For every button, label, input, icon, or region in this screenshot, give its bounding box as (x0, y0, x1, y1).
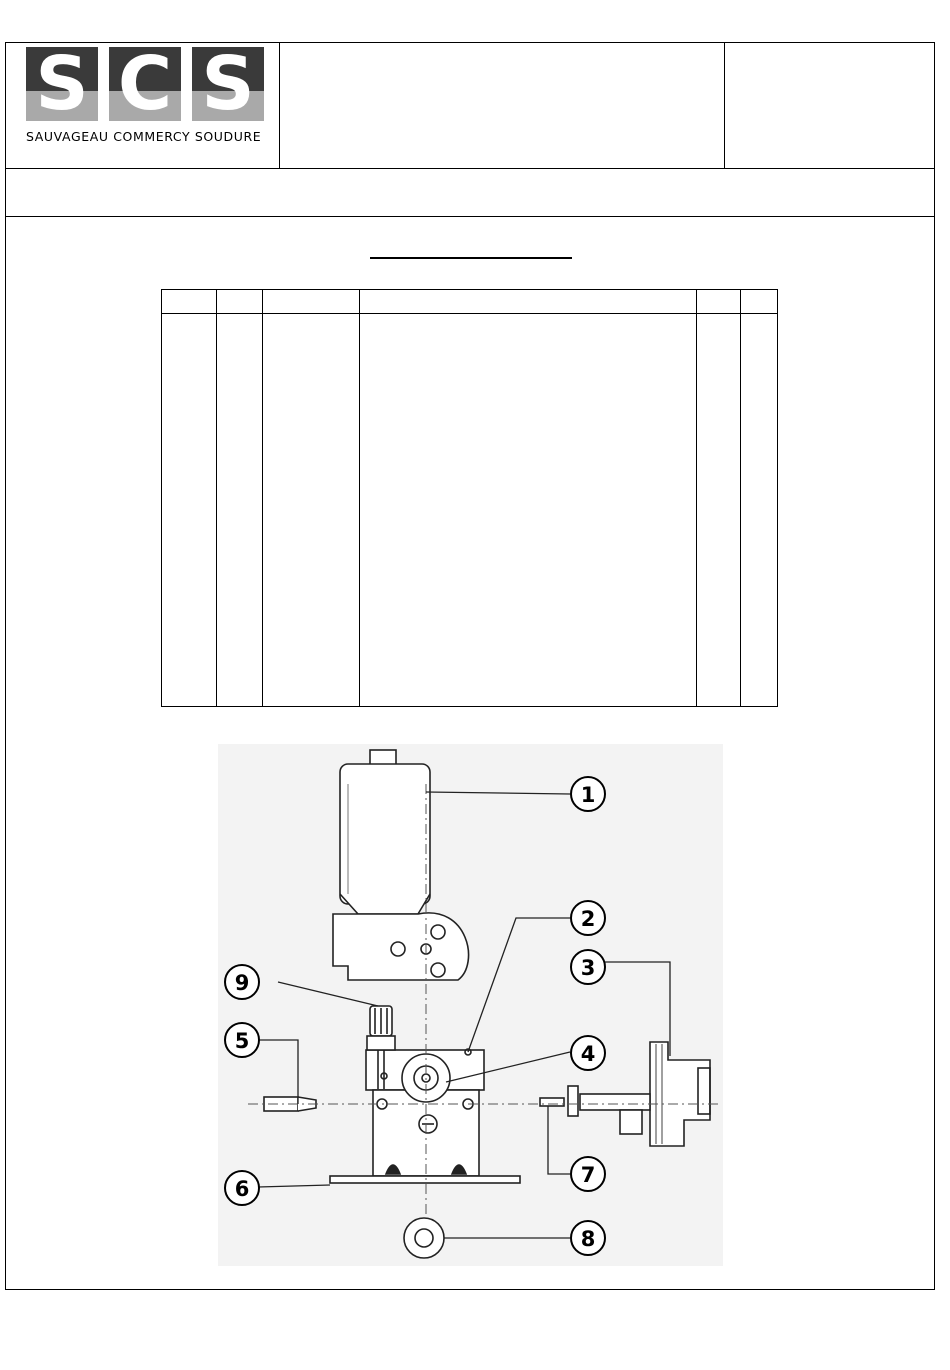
header-col-divider-2 (724, 43, 725, 168)
table-cell (263, 314, 360, 707)
callout-3 (571, 950, 605, 984)
svg-text:5: 5 (234, 1029, 250, 1053)
gearbox-part (333, 913, 469, 980)
svg-text:6: 6 (234, 1177, 250, 1201)
table-cell (217, 314, 263, 707)
motor-part (340, 750, 430, 914)
roller-part (404, 1218, 444, 1258)
svg-text:2: 2 (580, 907, 596, 931)
callout-6 (225, 1171, 259, 1205)
logo-letter: S (201, 47, 255, 121)
table-header-cell (217, 290, 263, 314)
logo-letter: C (117, 47, 173, 121)
table-cell (360, 314, 697, 707)
table-cell (697, 314, 741, 707)
callout-8 (571, 1221, 605, 1255)
table-header-cell (263, 290, 360, 314)
logo-block-s2 (192, 47, 264, 121)
table-header-cell (360, 290, 697, 314)
callout-9 (225, 965, 259, 999)
logo-block-s1 (26, 47, 98, 121)
table-header-cell (162, 290, 217, 314)
title-underline (370, 257, 572, 259)
callout-7 (571, 1157, 605, 1191)
table-row (162, 314, 778, 707)
svg-text:1: 1 (580, 783, 596, 807)
table-header-row (162, 290, 778, 314)
parts-table (161, 289, 778, 707)
company-name: SAUVAGEAU COMMERCY SOUDURE (26, 129, 262, 144)
table-header-cell (697, 290, 741, 314)
wire-feeder-drawing (218, 744, 723, 1266)
callout-1 (571, 777, 605, 811)
callout-5 (225, 1023, 259, 1057)
exploded-view-svg (218, 744, 723, 1266)
svg-text:3: 3 (580, 956, 596, 980)
header-divider (6, 168, 934, 169)
adapter-part (650, 1042, 710, 1146)
company-logo (26, 47, 264, 143)
svg-text:8: 8 (580, 1227, 596, 1251)
svg-text:4: 4 (580, 1042, 596, 1066)
callout-2 (571, 901, 605, 935)
base-plate-part (330, 1176, 520, 1183)
callout-4 (571, 1036, 605, 1070)
logo-block-c (109, 47, 181, 121)
svg-text:7: 7 (580, 1163, 596, 1187)
table-cell (162, 314, 217, 707)
header-col-divider-1 (279, 43, 280, 168)
subheader-divider (6, 216, 934, 217)
table-header-cell (741, 290, 778, 314)
inlet-tube-part (540, 1086, 650, 1134)
table-cell (741, 314, 778, 707)
logo-letter: S (35, 47, 89, 121)
svg-text:9: 9 (234, 971, 250, 995)
